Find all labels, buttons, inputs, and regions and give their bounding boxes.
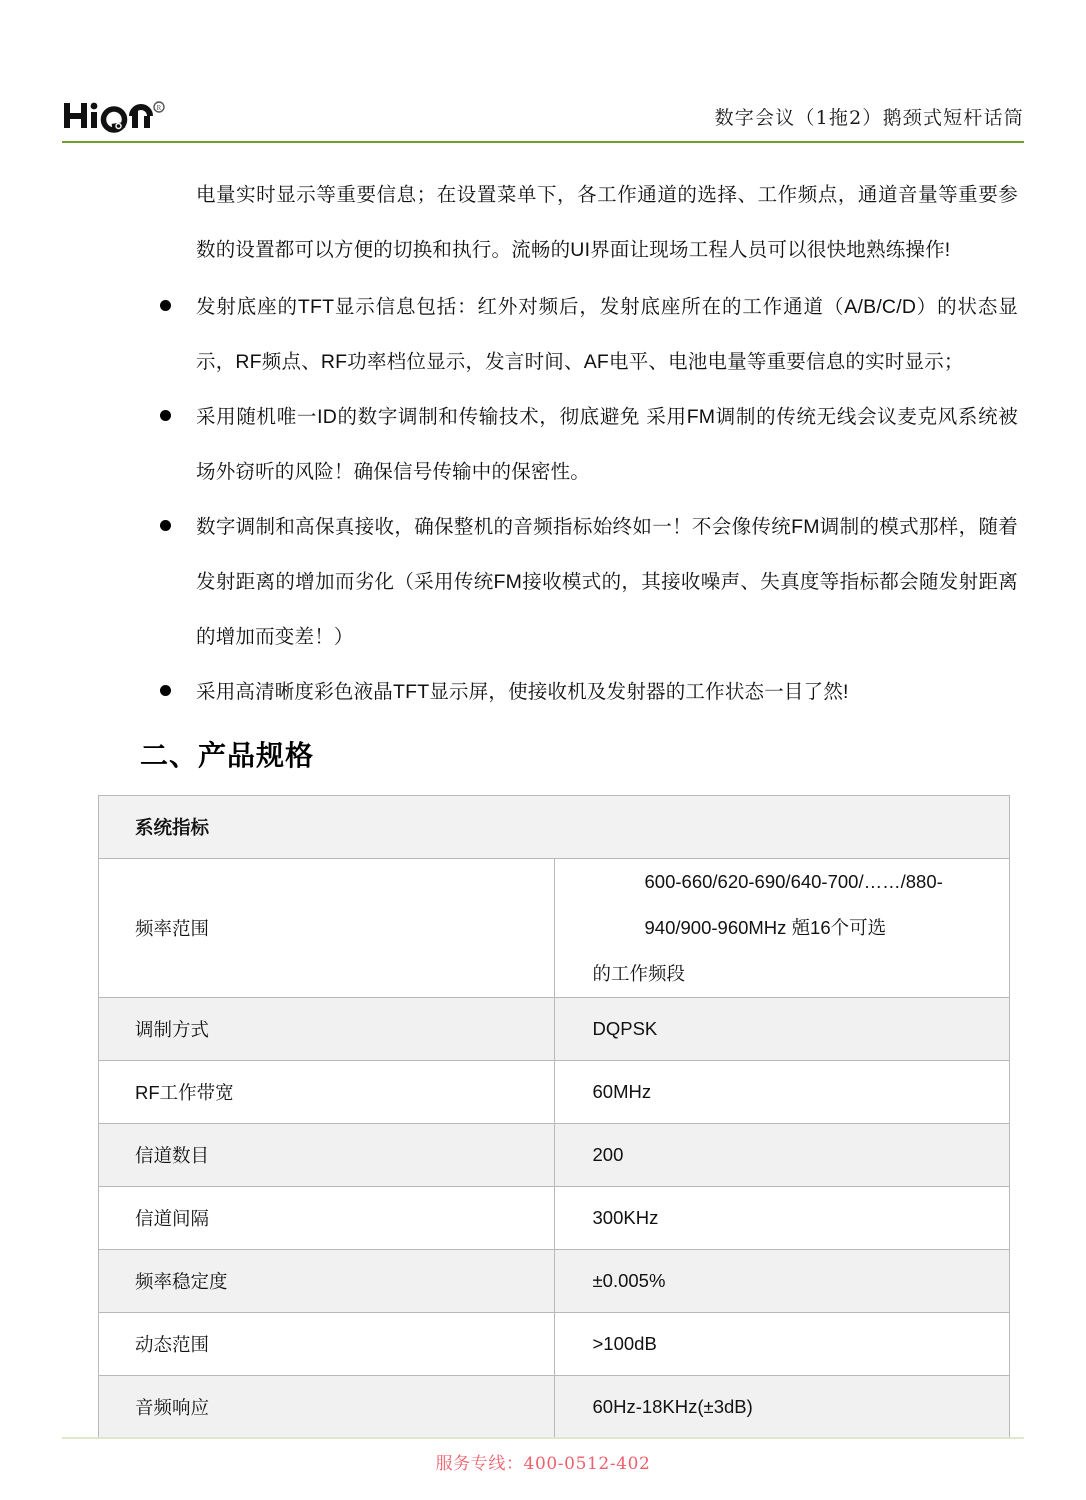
spec-table-container: [98, 795, 1010, 1439]
spec-label-text: 调制方式: [135, 1019, 210, 1040]
spec-value-text: 60MHz: [592, 1081, 652, 1102]
bullet-item-3: [62, 500, 1024, 665]
spec-value-text: 200: [592, 1144, 624, 1165]
spec-label-text: 频率范围: [135, 918, 210, 939]
spec-value-cell: [554, 1061, 1010, 1124]
bullet-item-4-text: 采用高清晰度彩色液晶TFT显示屏，使接收机及发射器的工作状态一目了然!: [196, 681, 849, 703]
spec-label-cell: [99, 1124, 555, 1187]
spec-table: [98, 795, 1010, 1439]
spec-label-cell: [99, 1376, 555, 1439]
spec-value-line-2: 的工作频段: [592, 963, 686, 984]
bullet-dot-icon: [160, 520, 171, 531]
bullet-item-2-text: 采用随机唯一ID的数字调制和传输技术，彻底避免 采用FM调制的传统无线会议麦克风系统被场外窃听的风险！确保信号传输中的保密性。: [196, 406, 1018, 483]
table-row: [99, 1313, 1010, 1376]
spec-value-cell: [554, 1187, 1010, 1250]
spec-label-cell: [99, 998, 555, 1061]
spec-label-cell: [99, 1061, 555, 1124]
spec-table-header-cell: [99, 796, 1010, 859]
bullet-item-4: [62, 665, 1024, 720]
document-header: [62, 88, 1024, 144]
spec-label-text: 音频响应: [135, 1397, 210, 1418]
spec-label-cell: [99, 859, 555, 998]
spec-value-text: DQPSK: [592, 1018, 658, 1039]
table-row: [99, 1124, 1010, 1187]
spec-label-text: 动态范围: [135, 1334, 210, 1355]
bullet-dot-icon: [160, 685, 171, 696]
bullet-item-1: [62, 280, 1024, 390]
spec-label-cell: [99, 1187, 555, 1250]
spec-value-text: 300KHz: [592, 1207, 659, 1228]
spec-value-cell: [554, 1124, 1010, 1187]
bullet-item-2: [62, 390, 1024, 500]
bullet-dot-icon: [160, 300, 171, 311]
hien-logo: [62, 99, 170, 133]
spec-value-cell: [554, 1250, 1010, 1313]
intro-paragraph: 电量实时显示等重要信息；在设置菜单下，各工作通道的选择、工作频点，通道音量等重要参数的设置都可以方便的切换和执行。流畅的UI界面让现场工程人员可以很快地熟练操作!: [196, 184, 1018, 261]
spec-table-header-row: [99, 796, 1010, 859]
spec-value-text: ±0.005%: [592, 1270, 666, 1291]
header-title: 数字会议（1拖2）鹅颈式短杆话筒: [714, 106, 1024, 129]
spec-value-cell: [554, 859, 1010, 998]
table-row: [99, 1376, 1010, 1439]
footer-divider: [62, 1437, 1024, 1439]
spec-value-cell: [554, 1313, 1010, 1376]
document-body: [62, 168, 1024, 720]
table-row: [99, 1061, 1010, 1124]
section-heading-product-spec: 二、产品规格: [140, 740, 315, 771]
spec-label-text: RF工作带宽: [135, 1082, 234, 1103]
svg-text:R: R: [156, 104, 162, 112]
spec-value-text: >100dB: [592, 1333, 657, 1354]
header-divider: [62, 141, 1024, 143]
table-row: [99, 998, 1010, 1061]
spec-label-text: 频率稳定度: [135, 1271, 228, 1292]
spec-value-cell: [554, 1376, 1010, 1439]
spec-label-cell: [99, 1313, 555, 1376]
spec-label-text: 信道数目: [135, 1145, 210, 1166]
table-row: [99, 1187, 1010, 1250]
footer-service-hotline: 服务专线：400-0512-402: [435, 1454, 651, 1474]
spec-value-text: [555, 859, 1010, 997]
spec-label-text: 信道间隔: [135, 1208, 210, 1229]
spec-table-header-label: 系统指标: [135, 817, 210, 838]
spec-label-cell: [99, 1250, 555, 1313]
spec-value-text: 60Hz-18KHz(±3dB): [592, 1396, 753, 1417]
spec-value-line-1: 600-660/620-690/640-700/……/880-940/900-960MHz 兡16个可选: [644, 871, 943, 938]
bullet-dot-icon: [160, 410, 171, 421]
bullet-item-1-text: 发射底座的TFT显示信息包括：红外对频后，发射底座所在的工作通道（A/B/C/D）的状态显示，RF频点、RF功率档位显示，发言时间、AF电平、电池电量等重要信息的实时显示；: [196, 296, 1018, 373]
table-row: [99, 1250, 1010, 1313]
table-row: [99, 859, 1010, 998]
spec-value-cell: [554, 998, 1010, 1061]
bullet-item-3-text: 数字调制和高保真接收，确保整机的音频指标始终如一！不会像传统FM调制的模式那样，随着发射距离的增加而劣化（采用传统FM接收模式的，其接收噪声、失真度等指标都会随发射距离的增加而变差！）: [196, 516, 1018, 648]
